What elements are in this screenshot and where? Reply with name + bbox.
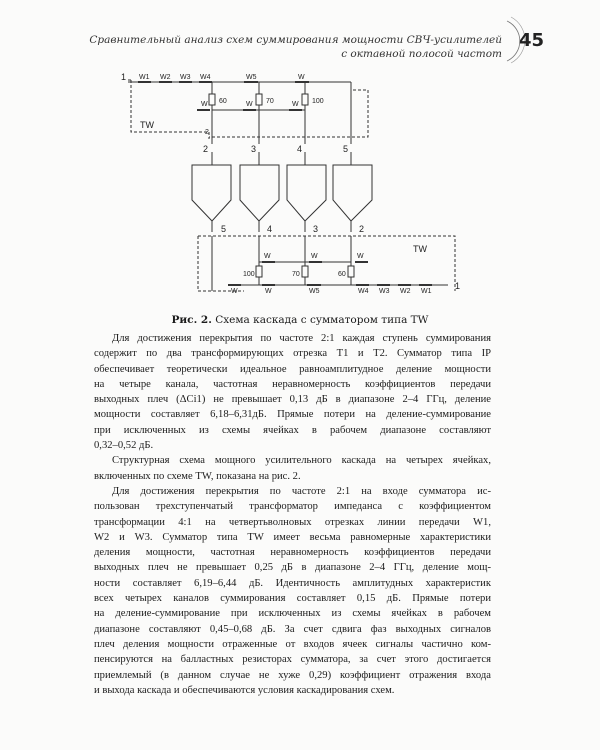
text-line: содержит по два трансформирующих отрезка Т1 и Т2. Сумматор типа IP xyxy=(94,348,491,360)
top-resistor-60 xyxy=(209,94,215,105)
top-resistor-60-label: 60 xyxy=(219,98,227,105)
top-input-port: 1 xyxy=(121,72,127,82)
bottom-input-2: 2 xyxy=(359,224,365,234)
text-line: на деление-суммирование при исключенных из схемы ячейках в рабочем xyxy=(94,608,491,620)
text-line: выходных плеч не превышает 0,25 дБ в диапазоне 2–4 ГГц, деление мощ- xyxy=(94,562,491,574)
bottom-input-3: 3 xyxy=(313,224,319,234)
text-line: Структурная схема мощного усилительного каскада на четырех ячейках, xyxy=(112,455,491,467)
bottom-line-w5: W5 xyxy=(309,288,320,295)
bottom-resistor-60-label: 60 xyxy=(338,271,346,278)
text-line: выходных плеч (ΔCi1) не превышает 0,13 дБ в диапазоне 2–4 ГГц, деление xyxy=(94,394,491,406)
page-number: 45 xyxy=(519,30,545,51)
amplifier-cell-2 xyxy=(240,165,279,221)
bottom-line-w-b: W xyxy=(265,288,272,295)
text-line: пользован трехступенчатый трансформатор импеданса с коэффициентом xyxy=(94,501,491,513)
bottom-line-w2: W2 xyxy=(400,288,411,295)
bottom-resistor-60 xyxy=(348,266,354,277)
bottom-resistor-100-label: 100 xyxy=(243,271,255,278)
text-line: 0,32–0,52 дБ. xyxy=(94,440,154,452)
figure-caption xyxy=(0,314,600,326)
text-line: включенных по схеме TW, показана на рис. 2. xyxy=(94,470,301,482)
circuit-diagram xyxy=(0,0,600,310)
bottom-line-w3: W3 xyxy=(379,288,390,295)
text-line: мощности составляет 6,18–6,31дБ. Прямые потери на деление-суммирование xyxy=(94,409,491,421)
top-output-2: 2 xyxy=(203,144,209,154)
bottom-line-w-a: W xyxy=(231,288,238,295)
top-output-5: 5 xyxy=(343,144,349,154)
bottom-line-w1: W1 xyxy=(421,288,432,295)
bottom-resistor-line-label: W xyxy=(264,253,271,260)
text-line: трансформации 4:1 на четвертьволновых отрезках линии передачи W1, xyxy=(94,516,491,528)
top-resistor-line-label: W xyxy=(201,101,208,108)
text-line: обеспечивает теоретически идеальное равноамплитудное деление мощности xyxy=(94,363,491,375)
paragraph xyxy=(94,331,491,453)
text-line: Для достижения перекрытия по частоте 2:1 на входе сумматора ис- xyxy=(112,485,491,497)
text-line: плеч деления мощности отраженные от входов ячеек сигналы частично ком- xyxy=(94,638,491,650)
top-output-4: 4 xyxy=(297,144,303,154)
bottom-output-port: 1 xyxy=(455,281,461,291)
top-line-w: W xyxy=(298,74,305,81)
bottom-resistor-line-label: W xyxy=(311,253,318,260)
bottom-block-label: TW xyxy=(413,244,427,254)
top-resistor-70-label: 70 xyxy=(266,98,274,105)
top-output-3: 3 xyxy=(251,144,257,154)
amplifier-cell-1 xyxy=(192,165,231,221)
top-line-w2: W2 xyxy=(160,74,171,81)
paragraph xyxy=(94,453,491,484)
text-line: пенсируются на балластных резисторах сумматора, за счет этого достигается xyxy=(94,654,491,666)
bottom-resistor-100 xyxy=(256,266,262,277)
top-line-w1: W1 xyxy=(139,74,150,81)
bottom-resistor-70 xyxy=(302,266,308,277)
bottom-resistor-line-label: W xyxy=(357,253,364,260)
text-line: ности составляет 6,19–6,44 дБ. Идентичность амплитудных характеристик xyxy=(94,577,491,589)
top-resistor-line-label: W xyxy=(246,101,253,108)
header-line-2: с октавной полосой частот xyxy=(341,48,502,60)
top-inner-tap: 2 xyxy=(205,129,209,136)
amplifier-cell-3 xyxy=(287,165,326,221)
bottom-input-4: 4 xyxy=(267,224,273,234)
header-line-1: Сравнительный анализ схем суммирования мощности СВЧ-усилителей xyxy=(89,34,502,46)
text-line: диапазоне составляют 0,45–0,68 дБ. За счет сдвига фаз выходных сигналов xyxy=(94,623,491,635)
top-line-w3: W3 xyxy=(180,74,191,81)
top-resistor-100 xyxy=(302,94,308,105)
figure-caption-text: Схема каскада с сумматором типа TW xyxy=(215,314,429,326)
top-block-frame xyxy=(128,80,209,139)
text-line: всех четырех каналов суммирования составляет 0,15 дБ. Прямые потери xyxy=(94,593,491,605)
text-line: W2 и W3. Сумматор типа TW имеет весьма равномерные характеристики xyxy=(94,531,491,543)
top-line-w4: W4 xyxy=(200,74,211,81)
text-line: приемлемый (в данном случае не хуже 0,29) коэффициент отражения входа xyxy=(94,669,491,681)
text-line: деления мощности, частотная неравномерность коэффициентов передачи xyxy=(94,547,491,559)
figure-caption-label: Рис. 2. xyxy=(171,314,212,326)
top-line-w5: W5 xyxy=(246,74,257,81)
text-line: при исключенных из схемы ячейках в рабочем диапазоне составляют xyxy=(94,424,491,436)
paragraph xyxy=(94,484,491,698)
text-line: на четыре канала, частотная неравномерность коэффициентов передачи xyxy=(94,378,491,390)
body-text xyxy=(94,331,491,698)
top-block-label: TW xyxy=(140,120,154,130)
bottom-resistor-70-label: 70 xyxy=(292,271,300,278)
text-line: и выхода каскада и обеспечиваются условия каскадирования схем. xyxy=(94,684,395,696)
bottom-input-5: 5 xyxy=(221,224,227,234)
amplifier-cell-4 xyxy=(333,165,372,221)
bottom-line-w4: W4 xyxy=(358,288,369,295)
top-resistor-100-label: 100 xyxy=(312,98,324,105)
text-line: Для достижения перекрытия по частоте 2:1 каждая ступень суммирования xyxy=(112,333,491,344)
top-resistor-line-label: W xyxy=(292,101,299,108)
top-resistor-70 xyxy=(256,94,262,105)
